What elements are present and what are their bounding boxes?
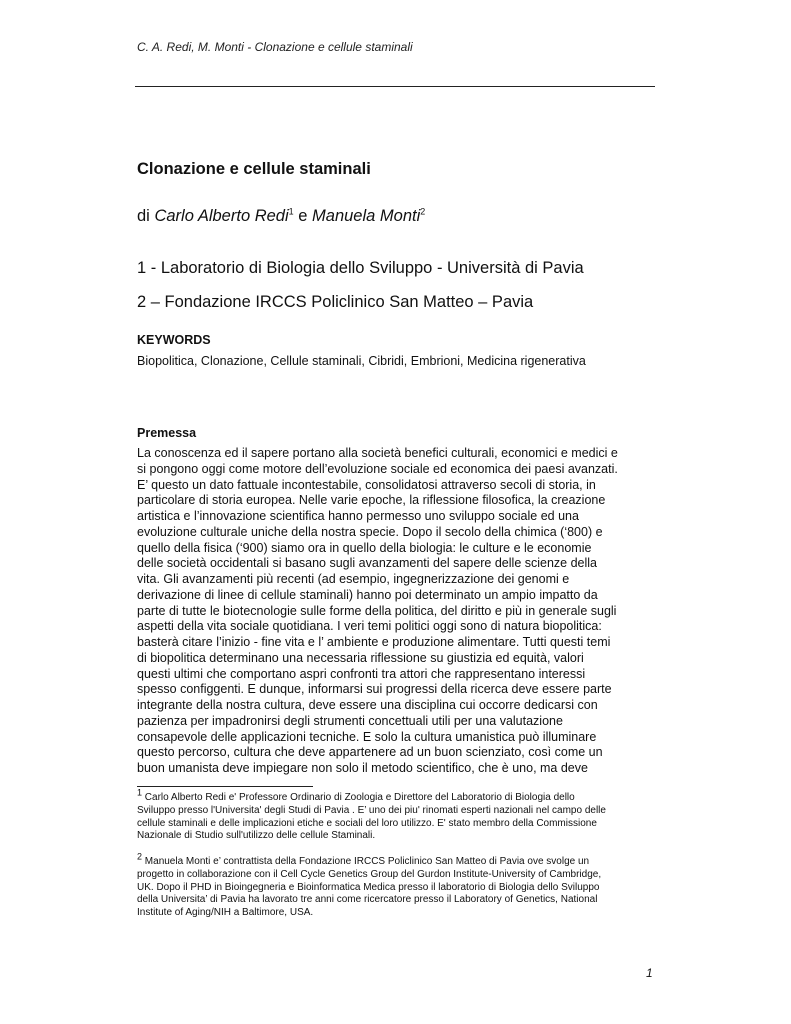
body-line: buon umanista deve impiegare non solo il metodo scientifico, che è uno, ma deve [137, 761, 588, 775]
footnote-line [137, 787, 657, 805]
keywords-heading: KEYWORDS [137, 333, 211, 347]
body-line: aspetti della vita sociale quotidiana. I veri temi politici oggi sono di natura biopolitica: [137, 619, 602, 634]
footnote-line [137, 851, 657, 869]
body-line: si pongono oggi come motore dell’evoluzione sociale ed economica dei paesi avanzati. [137, 461, 618, 476]
footnote-line: Sviluppo presso l'Universita' degli Studi di Pavia . E’ uno dei piu' rinomati esperti nazionali nel campo delle [137, 804, 606, 816]
affiliation-1: 1 - Laboratorio di Biologia dello Sviluppo - Università di Pavia [137, 259, 584, 277]
body-line: particolare di storia europea. Nelle varie epoche, la riflessione filosofica, la creazione [137, 493, 606, 508]
body-line: evoluzione culturale uniche della nostra specie. Dopo il secolo della chimica (‘800) e [137, 524, 603, 539]
body-line: questo percorso, cultura che deve appartenere ad un buon scienziato, così come un [137, 745, 603, 760]
body-line: pazienza per impadronirsi degli strumenti concettuali utili per una valutazione [137, 713, 563, 728]
footnote-line: cellule staminali e delle implicazioni etiche e sociali del loro utilizzo. E' stato membro della Commissione [137, 817, 597, 829]
body-line: di biopolitica determinano una necessaria riflessione su giustizia ed equità, valori [137, 650, 584, 665]
footnote-mark: 2 [137, 851, 143, 862]
body-line: derivazione di linee di cellule staminali) hanno poi determinato un ampio impatto da [137, 587, 598, 602]
footnote-mark: 1 [137, 787, 143, 798]
affiliation-2: 2 – Fondazione IRCCS Policlinico San Matteo – Pavia [137, 293, 534, 311]
keywords-list: Biopolitica, Clonazione, Cellule staminali, Cibridi, Embrioni, Medicina rigenerativa [137, 354, 586, 368]
body-line: basterà citare l’inizio - fine vita e l’ ambiente e produzione alimentare. Tutti questi temi [137, 635, 611, 649]
footnote-line: UK. Dopo il PHD in Bioingegneria e Bioinformatica Medica presso il laboratorio di Biologia dello Sviluppo [137, 881, 600, 893]
body-line: questi ultimi che comportano aspri confronti tra attori che rappresentano interessi [137, 666, 586, 681]
footnote-line: della Universita’ di Pavia ha lavorato tre anni come ricercatore presso il Laboratory of Genetics, National [137, 894, 598, 906]
body-line: quello della fisica (‘900) siamo ora in quello della biologia: le culture e le economie [137, 540, 592, 555]
document-title: Clonazione e cellule staminali [137, 160, 371, 178]
body-line: La conoscenza ed il sapere portano alla società benefici culturali, economici e medici e [137, 446, 618, 460]
body-line: spesso configgenti. E dunque, informarsi sui progressi della ricerca deve essere parte [137, 682, 612, 697]
byline [137, 207, 425, 226]
body-line: integrante della nostra cultura, deve essere una disciplina cui occorre dedicarsi con [137, 698, 598, 712]
body-line: consapevole delle applicazioni tecniche. E solo la cultura umanistica può illuminare [137, 729, 597, 744]
footnote-line: Institute of Aging/NIH a Baltimore, USA. [137, 907, 314, 919]
footnote-text: Manuela Monti e’ contrattista della Fondazione IRCCS Policlinico San Matteo di Pavia ove svolge un [144, 856, 590, 867]
body-line: E’ questo un dato fattuale incontestabile, consolidatosi attraverso secoli di storia, in [137, 477, 596, 492]
footnote-2 [137, 851, 657, 920]
header-rule [135, 86, 655, 87]
byline-conjunction: e [298, 207, 308, 225]
footnote-ref-1[interactable]: 1 [288, 206, 294, 217]
running-header: C. A. Redi, M. Monti - Clonazione e cellule staminali [137, 40, 413, 54]
byline-prefix: di [137, 207, 150, 225]
author-1: Carlo Alberto Redi [154, 207, 289, 225]
body-line: vita. Gli avanzamenti più recenti (ad esempio, ingegnerizzazione dei genomi e [137, 572, 570, 586]
author-2: Manuela Monti [312, 207, 421, 225]
body-line: parte di tutte le biotecnologie sulle forme della politica, del diritto e più in generale sugli [137, 603, 617, 618]
footnote-line: Nazionale di Studio sull'utilizzo delle cellule Staminali. [137, 830, 376, 842]
footnote-text: Carlo Alberto Redi e' Professore Ordinario di Zoologia e Direttore del Laboratorio di Biologia dello [144, 792, 575, 803]
body-line: delle società occidentali si basano sugli avanzamenti del sapere delle scienze della [137, 556, 598, 571]
footnote-1 [137, 787, 657, 843]
page-number: 1 [646, 966, 653, 980]
footnote-line: progetto in collaborazione con il Cell Cycle Genetics Group del Gurdon Institute-University of Cambridge, [137, 868, 602, 880]
body-paragraph [137, 446, 657, 777]
section-heading: Premessa [137, 426, 197, 440]
footnote-ref-2[interactable]: 2 [420, 206, 426, 217]
footnote-rule [137, 786, 313, 787]
body-line: artistica e l’innovazione scientifica hanno permesso uno sviluppo sociale ed una [137, 509, 579, 523]
